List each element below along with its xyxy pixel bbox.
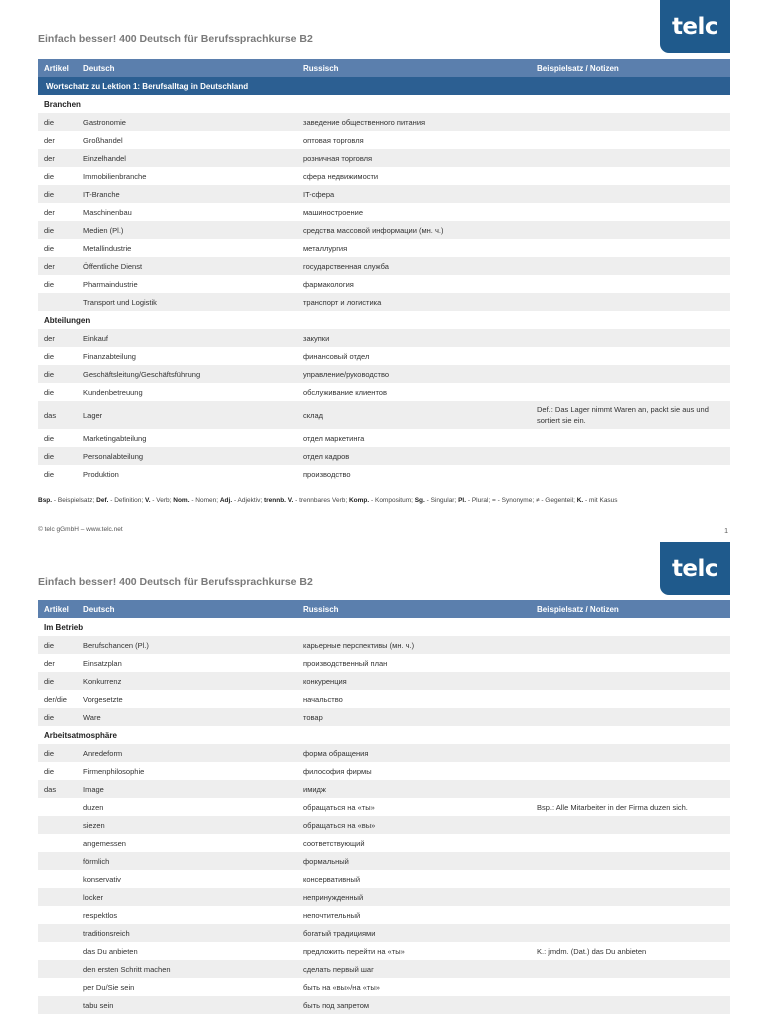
article-cell: die: [44, 433, 55, 443]
article-cell: der: [44, 153, 55, 163]
table-row: [38, 942, 730, 960]
table-row: [38, 906, 730, 924]
german-cell: den ersten Schritt machen: [83, 964, 171, 974]
russian-cell: фармакология: [303, 279, 354, 289]
german-cell: Vorgesetzte: [83, 694, 123, 704]
note-cell: Def.: Das Lager nimmt Waren an, packt sie aus und sortiert sie ein.: [537, 405, 709, 425]
table-row: [38, 203, 730, 221]
group-heading: Im Betrieb: [44, 622, 84, 632]
german-cell: Personalabteilung: [83, 451, 144, 461]
legend-abbreviation: Adj.: [219, 497, 233, 504]
legend-abbreviation: Nom.: [173, 497, 190, 504]
german-cell: Einzelhandel: [83, 153, 126, 163]
article-cell: die: [44, 351, 55, 361]
table-row: [38, 221, 730, 239]
table-row: [38, 798, 730, 816]
group-heading: Abteilungen: [44, 315, 91, 325]
german-cell: Anredeform: [83, 748, 123, 758]
russian-cell: быть на «вы»/на «ты»: [303, 982, 380, 992]
russian-cell: закупки: [303, 333, 330, 343]
column-header: Deutsch: [83, 604, 115, 614]
german-cell: duzen: [83, 802, 104, 812]
article-cell: der: [44, 207, 55, 217]
article-cell: der: [44, 333, 55, 343]
table-row: [38, 429, 730, 447]
russian-cell: IT-сфера: [303, 189, 335, 199]
legend-text: - mit Kasus: [583, 497, 618, 504]
legend-text: - Definition;: [108, 497, 145, 504]
russian-cell: соответствующий: [303, 838, 365, 848]
russian-cell: производственный план: [303, 658, 388, 668]
russian-cell: богатый традициями: [303, 928, 376, 938]
german-cell: Maschinenbau: [83, 207, 132, 217]
legend-abbreviation: V.: [144, 497, 151, 504]
german-cell: Finanzabteilung: [83, 351, 136, 361]
article-cell: der/die: [44, 694, 67, 704]
article-cell: der: [44, 135, 55, 145]
table-row: [38, 852, 730, 870]
german-cell: Konkurrenz: [83, 676, 122, 686]
table-row: [38, 960, 730, 978]
article-cell: die: [44, 279, 55, 289]
russian-cell: карьерные перспективы (мн. ч.): [303, 640, 415, 650]
russian-cell: отдел маркетинга: [303, 433, 365, 443]
russian-cell: склад: [303, 410, 324, 420]
column-header: Beispielsatz / Notizen: [537, 604, 619, 614]
german-cell: Produktion: [83, 469, 119, 479]
table-row: [38, 762, 730, 780]
german-cell: Pharmaindustrie: [83, 279, 138, 289]
german-cell: Metallindustrie: [83, 243, 132, 253]
german-cell: angemessen: [83, 838, 126, 848]
article-cell: die: [44, 469, 55, 479]
german-cell: traditionsreich: [83, 928, 130, 938]
russian-cell: управление/руководство: [303, 369, 390, 379]
russian-cell: обращаться на «вы»: [303, 820, 376, 830]
legend-abbreviation: K.: [576, 497, 584, 504]
german-cell: Image: [83, 784, 104, 794]
legend-text: - Beispielsatz;: [52, 497, 97, 504]
russian-cell: производство: [303, 469, 351, 479]
article-cell: der: [44, 658, 55, 668]
russian-cell: конкуренция: [303, 676, 347, 686]
table-row: [38, 293, 730, 311]
legend-abbreviation: Bsp.: [38, 497, 53, 504]
russian-cell: непринужденный: [303, 892, 364, 902]
german-cell: Marketingabteilung: [83, 433, 147, 443]
german-cell: respektlos: [83, 910, 118, 920]
note-cell: K.: jmdm. (Dat.) das Du anbieten: [537, 946, 647, 956]
table-row: [38, 185, 730, 203]
copyright: © telc gGmbH – www.telc.net: [38, 526, 123, 533]
table-header-row: [38, 600, 730, 618]
table-header-row: [38, 59, 730, 77]
german-cell: siezen: [83, 820, 105, 830]
russian-cell: оптовая торговля: [303, 135, 364, 145]
article-cell: die: [44, 243, 55, 253]
legend-text: - Adjektiv;: [232, 497, 264, 504]
legend-abbreviation: Def.: [96, 497, 109, 504]
russian-cell: предложить перейти на «ты»: [303, 946, 405, 956]
telc-logo: telc: [660, 542, 730, 595]
table-row: [38, 465, 730, 483]
russian-cell: машиностроение: [303, 207, 364, 217]
article-cell: die: [44, 640, 55, 650]
column-header: Artikel: [44, 604, 69, 614]
german-cell: das Du anbieten: [83, 946, 138, 956]
legend-text: - Kompositum;: [369, 497, 415, 504]
page-title: Einfach besser! 400 Deutsch für Berufssprachkurse B2: [38, 33, 313, 45]
russian-cell: философия фирмы: [303, 766, 372, 776]
german-cell: förmlich: [83, 856, 110, 866]
article-cell: die: [44, 676, 55, 686]
table-row: [38, 447, 730, 465]
abbreviation-legend: [38, 497, 618, 504]
russian-cell: формальный: [303, 856, 349, 866]
table-row: [38, 708, 730, 726]
russian-cell: розничная торговля: [303, 153, 373, 163]
table-row: [38, 978, 730, 996]
table-row: [38, 636, 730, 654]
article-cell: die: [44, 748, 55, 758]
legend-text: - Verb;: [150, 497, 174, 504]
russian-cell: государственная служба: [303, 261, 389, 271]
table-row: [38, 780, 730, 798]
legend-abbreviation: Sg.: [414, 497, 425, 504]
russian-cell: заведение общественного питания: [303, 117, 426, 127]
article-cell: die: [44, 189, 55, 199]
german-cell: Berufschancen (Pl.): [83, 640, 149, 650]
german-cell: Immobilienbranche: [83, 171, 147, 181]
note-cell: Bsp.: Alle Mitarbeiter in der Firma duzen sich.: [537, 802, 688, 812]
article-cell: die: [44, 171, 55, 181]
german-cell: Einsatzplan: [83, 658, 122, 668]
russian-cell: быть под запретом: [303, 1000, 370, 1010]
russian-cell: обращаться на «ты»: [303, 802, 375, 812]
table-row: [38, 834, 730, 852]
legend-text: - trennbares Verb;: [293, 497, 349, 504]
table-row: [38, 329, 730, 347]
telc-logo: telc: [660, 0, 730, 53]
article-cell: die: [44, 225, 55, 235]
russian-cell: форма обращения: [303, 748, 369, 758]
column-header: Russisch: [303, 604, 339, 614]
table-row: [38, 816, 730, 834]
article-cell: das: [44, 784, 57, 794]
group-heading: Branchen: [44, 99, 81, 109]
table-row: [38, 365, 730, 383]
russian-cell: сделать первый шаг: [303, 964, 374, 974]
legend-text: - Singular;: [424, 497, 459, 504]
section-heading: Wortschatz zu Lektion 1: Berufsalltag in Deutschland: [38, 77, 730, 95]
column-header: Beispielsatz / Notizen: [537, 63, 619, 73]
legend-abbreviation: trennb. V.: [263, 497, 294, 504]
article-cell: die: [44, 766, 55, 776]
article-cell: die: [44, 712, 55, 722]
table-row: [38, 239, 730, 257]
article-cell: die: [44, 451, 55, 461]
german-cell: Großhandel: [83, 135, 123, 145]
german-cell: locker: [83, 892, 104, 902]
german-cell: Gastronomie: [83, 117, 126, 127]
russian-cell: транспорт и логистика: [303, 297, 382, 307]
russian-cell: начальство: [303, 694, 343, 704]
table-row: [38, 672, 730, 690]
german-cell: Öffentliche Dienst: [83, 261, 143, 271]
legend-text: - Nomen;: [189, 497, 220, 504]
column-header: Deutsch: [83, 63, 115, 73]
group-heading: Arbeitsatmosphäre: [44, 730, 117, 740]
table-row: [38, 924, 730, 942]
german-cell: konservativ: [83, 874, 121, 884]
table-row: [38, 690, 730, 708]
russian-cell: непочтительный: [303, 910, 361, 920]
legend-abbreviation: Komp.: [348, 497, 370, 504]
vocabulary-table: [38, 600, 730, 1014]
table-row: [38, 275, 730, 293]
german-cell: tabu sein: [83, 1000, 114, 1010]
russian-cell: имидж: [303, 784, 326, 794]
german-cell: Kundenbetreuung: [83, 387, 143, 397]
table-row: [38, 401, 730, 429]
table-row: [38, 888, 730, 906]
russian-cell: финансовый отдел: [303, 351, 370, 361]
german-cell: Firmenphilosophie: [83, 766, 145, 776]
german-cell: Ware: [83, 712, 101, 722]
article-cell: die: [44, 387, 55, 397]
article-cell: das: [44, 410, 57, 420]
table-row: [38, 167, 730, 185]
german-cell: Transport und Logistik: [83, 297, 157, 307]
german-cell: Medien (Pl.): [83, 225, 124, 235]
table-row: [38, 996, 730, 1014]
russian-cell: консервативный: [303, 874, 361, 884]
vocabulary-table: [38, 59, 730, 483]
table-row: [38, 347, 730, 365]
column-header: Russisch: [303, 63, 339, 73]
table-row: [38, 744, 730, 762]
table-row: [38, 383, 730, 401]
table-row: [38, 257, 730, 275]
page-2: [0, 540, 768, 1024]
russian-cell: средства массовой информации (мн. ч.): [303, 225, 444, 235]
german-cell: Geschäftsleitung/Geschäftsführung: [83, 369, 201, 379]
russian-cell: сфера недвижимости: [303, 171, 379, 181]
german-cell: IT-Branche: [83, 189, 120, 199]
russian-cell: товар: [303, 712, 323, 722]
table-row: [38, 654, 730, 672]
russian-cell: отдел кадров: [303, 451, 350, 461]
table-row: [38, 149, 730, 167]
german-cell: per Du/Sie sein: [83, 982, 135, 992]
german-cell: Einkauf: [83, 333, 109, 343]
table-row: [38, 870, 730, 888]
legend-text: - Plural; = - Synonyme; ≠ - Gegenteil;: [466, 497, 577, 504]
article-cell: die: [44, 369, 55, 379]
legend-abbreviation: Pl.: [458, 497, 467, 504]
table-row: [38, 131, 730, 149]
article-cell: die: [44, 117, 55, 127]
column-header: Artikel: [44, 63, 69, 73]
german-cell: Lager: [83, 410, 103, 420]
table-row: [38, 113, 730, 131]
page-number: 1: [724, 528, 728, 535]
russian-cell: металлургия: [303, 243, 348, 253]
russian-cell: обслуживание клиентов: [303, 387, 387, 397]
article-cell: der: [44, 261, 55, 271]
page-title: Einfach besser! 400 Deutsch für Berufssprachkurse B2: [38, 576, 313, 588]
